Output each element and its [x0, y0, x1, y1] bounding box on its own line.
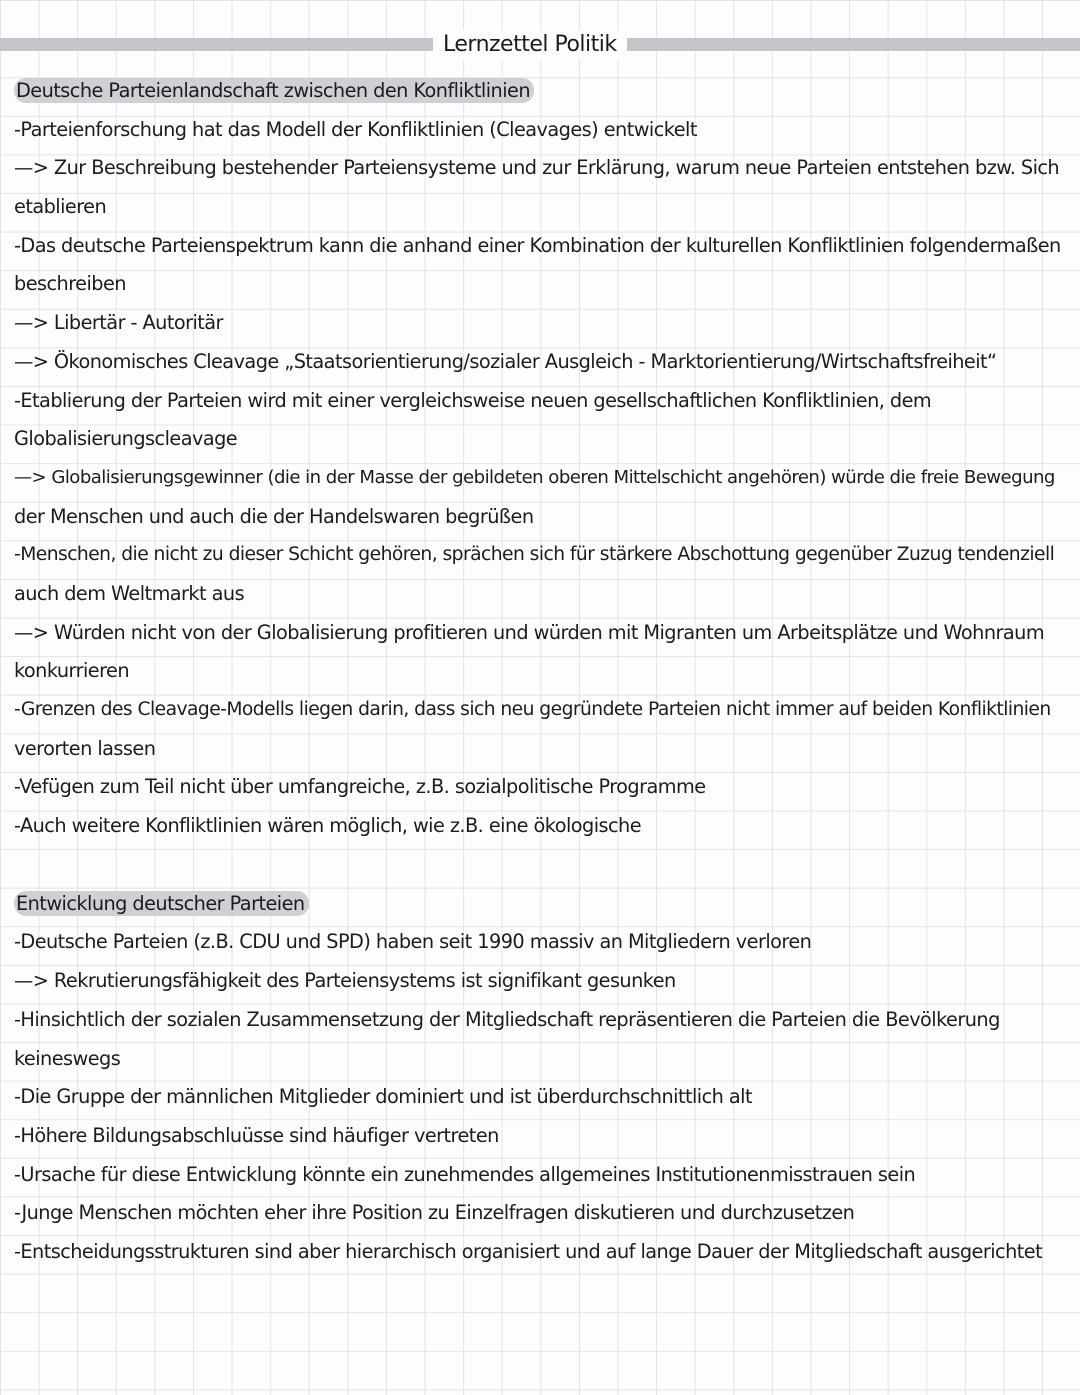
- text-line: verorten lassen: [14, 736, 156, 760]
- text-line: -Etablierung der Parteien wird mit einer vergleichsweise neuen gesellschaftlichen Konfliktlinien, dem: [14, 388, 932, 412]
- text-line: —> Würden nicht von der Globalisierung profitieren und würden mit Migranten um Arbeitsplätze und Wohnraum: [14, 620, 1045, 644]
- text-line: konkurrieren: [14, 659, 130, 683]
- text-line: auch dem Weltmarkt aus: [14, 581, 245, 605]
- text-line: der Menschen und auch die der Handelswaren begrüßen: [14, 504, 534, 528]
- text-line: -Parteienforschung hat das Modell der Konfliktlinien (Cleavages) entwickelt: [14, 117, 697, 141]
- text-line: etablieren: [14, 195, 107, 219]
- text-line: —> Rekrutierungsfähigkeit des Parteiensystems ist signifikant gesunken: [14, 969, 676, 993]
- heading-text: Entwicklung deutscher Parteien: [14, 891, 309, 916]
- text-line: -Junge Menschen möchten eher ihre Position zu Einzelfragen diskutieren und durchzusetzen: [14, 1201, 855, 1225]
- text-line: -Grenzen des Cleavage-Modells liegen darin, dass sich neu gegründete Parteien nicht immer auf beiden Konfliktlinien: [14, 699, 1051, 720]
- text-line: —> Zur Beschreibung bestehender Parteiensysteme und zur Erklärung, warum neue Parteien entstehen bzw. Sich: [14, 156, 1060, 180]
- text-line: -Die Gruppe der männlichen Mitglieder dominiert und ist überdurchschnittlich alt: [14, 1085, 752, 1109]
- text-line: -Deutsche Parteien (z.B. CDU und SPD) haben seit 1990 massiv an Mitgliedern verloren: [14, 930, 812, 954]
- text-line: -Hinsichtlich der sozialen Zusammensetzung der Mitgliedschaft repräsentieren die Parteien die Bevölkerung: [14, 1007, 1000, 1031]
- text-line: Globalisierungscleavage: [14, 427, 238, 451]
- text-line: keineswegs: [14, 1046, 121, 1070]
- text-line: -Menschen, die nicht zu dieser Schicht gehören, sprächen sich für stärkere Abschottung gegenüber Zuzug tendenziell: [14, 544, 1055, 566]
- section-heading-entwicklung: [14, 885, 1066, 924]
- text-line: -Ursache für diese Entwicklung könnte ein zunehmendes allgemeines Institutionenmisstrauen sein: [14, 1162, 916, 1186]
- heading-text: Deutsche Parteienlandschaft zwischen den Konfliktlinien: [14, 78, 534, 103]
- text-line: —> Ökonomisches Cleavage „Staatsorientierung/sozialer Ausgleich - Marktorientierung/Wirtschaftsfreiheit“: [14, 349, 997, 373]
- page-title: Lernzettel Politik: [433, 30, 627, 60]
- text-line: -Vefügen zum Teil nicht über umfangreiche, z.B. sozialpolitische Programme: [14, 775, 706, 799]
- section-heading-parteienlandschaft: [14, 72, 1066, 111]
- text-line: -Entscheidungsstrukturen sind aber hierarchisch organisiert und auf lange Dauer der Mitgliedschaft ausgerichtet: [14, 1239, 1043, 1263]
- text-line: -Höhere Bildungsabschluüsse sind häufiger vertreten: [14, 1123, 499, 1147]
- text-line: beschreiben: [14, 272, 126, 296]
- section-gap: [14, 846, 1066, 885]
- text-line: —> Globalisierungsgewinner (die in der Masse der gebildeten oberen Mittelschicht angehören) würde die freie Bewegung: [14, 466, 1055, 488]
- text-line: —> Libertär - Autoritär: [14, 311, 223, 335]
- text-line: -Auch weitere Konfliktlinien wären möglich, wie z.B. eine ökologische: [14, 814, 642, 838]
- text-line: -Das deutsche Parteienspektrum kann die anhand einer Kombination der kulturellen Konfliktlinien folgendermaßen: [14, 233, 1061, 257]
- notes-content: [14, 72, 1066, 1272]
